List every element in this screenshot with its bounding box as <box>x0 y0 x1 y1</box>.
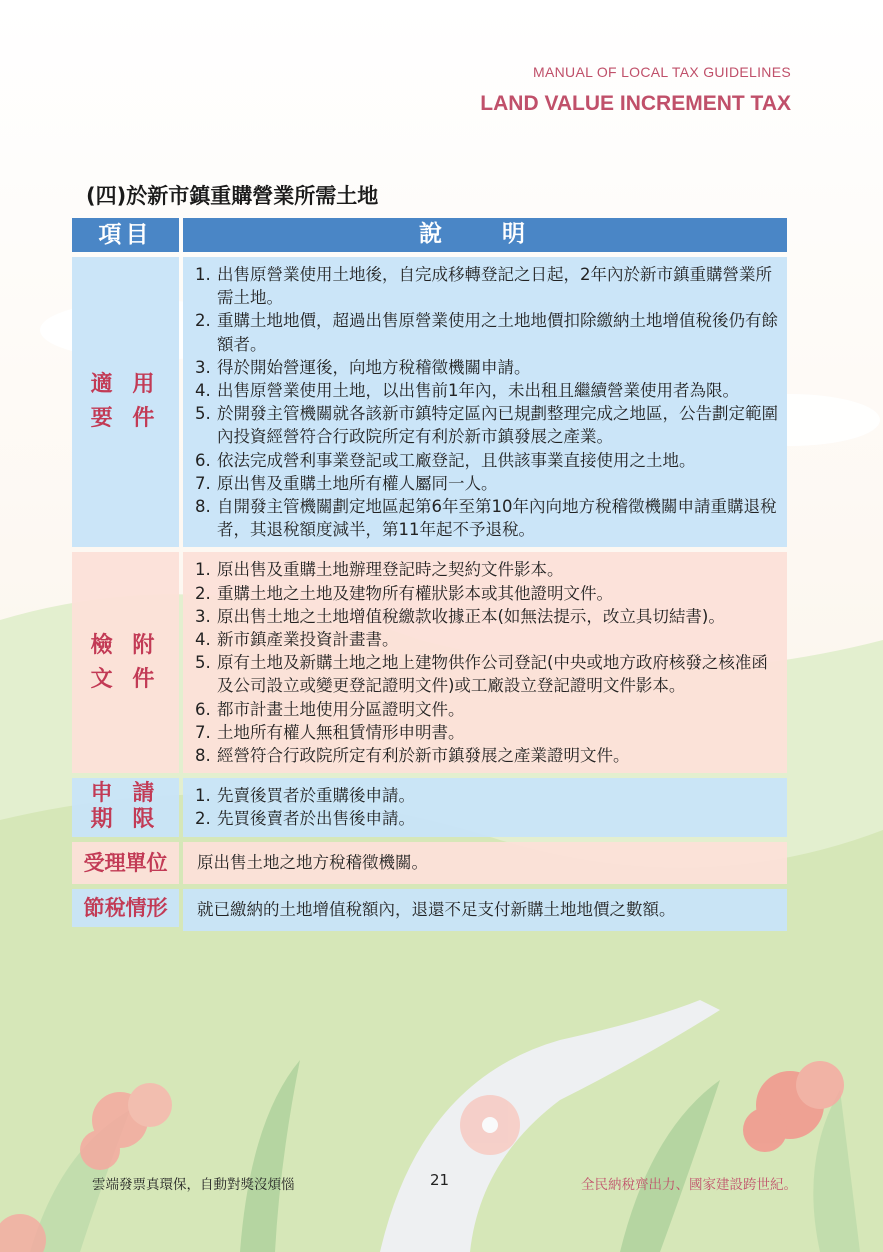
list-item: 7. 土地所有權人無租賃情形申明書。 <box>195 722 465 742</box>
documents-list <box>195 558 779 767</box>
row-content-office: 原出售土地之地方稅稽徵機關。 <box>183 842 787 884</box>
table-row-deadline <box>72 778 787 836</box>
row-content-tax-saving: 就已繳納的土地增值稅額內，退還不足支付新購土地地價之數額。 <box>183 889 787 931</box>
list-item: 2. 重購土地之土地及建物所有權狀影本或其他證明文件。 <box>195 583 613 603</box>
row-label-tax-saving: 節稅情形 <box>72 889 179 927</box>
list-item: 3. 原出售土地之土地增值稅繳款收據正本(如無法提示，改立具切結書)。 <box>195 606 725 626</box>
footer-slogan-right: 全民納稅齊出力、國家建設跨世紀。 <box>581 1177 797 1193</box>
list-item: 1. 原出售及重購土地辦理登記時之契約文件影本。 <box>195 560 564 580</box>
list-item: 3. 得於開始營運後，向地方稅稽徵機關申請。 <box>195 357 531 377</box>
guideline-table <box>72 218 787 936</box>
column-header-item: 項目 <box>72 218 179 252</box>
list-item: 2. 重購土地地價，超過出售原營業使用之土地地價扣除繳納土地增值稅後仍有餘額者。 <box>195 311 778 354</box>
list-item: 1. 先賣後買者於重購後申請。 <box>195 786 415 806</box>
row-content-deadline <box>183 778 787 836</box>
footer-slogan-left: 雲端發票真環保，自動對獎沒煩惱 <box>92 1177 295 1193</box>
manual-title: MANUAL OF LOCAL TAX GUIDELINES <box>533 64 791 80</box>
table-header-row <box>72 218 787 252</box>
list-item: 4. 出售原營業使用土地，以出售前1年內，未出租且繼續營業使用者為限。 <box>195 381 739 401</box>
row-content-documents <box>183 552 787 773</box>
list-item: 2. 先買後賣者於出售後申請。 <box>195 809 415 829</box>
list-item: 8. 經營符合行政院所定有利於新市鎮發展之產業證明文件。 <box>195 746 630 766</box>
list-item: 8. 自開發主管機關劃定地區起第6年至第10年內向地方稅稽徵機關申請重購退稅者，其退稅額度減半，第11年起不予退稅。 <box>195 497 777 540</box>
row-content-requirements <box>183 257 787 547</box>
row-label-requirements: 適 用 要 件 <box>72 257 179 547</box>
table-row-tax-saving <box>72 889 787 931</box>
table-row-documents <box>72 552 787 773</box>
page-number: 21 <box>430 1171 450 1189</box>
row-label-office: 受理單位 <box>72 842 179 884</box>
list-item: 5. 原有土地及新購土地之地上建物供作公司登記(中央或地方政府核發之核准函及公司設立或變更登記證明文件)或工廠設立登記證明文件影本。 <box>195 653 768 696</box>
flower-icon <box>460 1095 520 1155</box>
list-item: 4. 新市鎮產業投資計畫書。 <box>195 630 399 650</box>
section-title: (四)於新市鎮重購營業所需土地 <box>86 184 379 208</box>
list-item: 6. 依法完成營利事業登記或工廠登記，且供該事業直接使用之土地。 <box>195 450 696 470</box>
list-item: 6. 都市計畫土地使用分區證明文件。 <box>195 699 465 719</box>
table-row-requirements <box>72 257 787 547</box>
requirements-list <box>195 263 779 541</box>
tax-title: LAND VALUE INCREMENT TAX <box>480 92 791 115</box>
list-item: 7. 原出售及重購土地所有權人屬同一人。 <box>195 473 498 493</box>
row-label-documents: 檢 附 文 件 <box>72 552 179 773</box>
table-row-office <box>72 842 787 884</box>
column-header-description: 說 明 <box>183 218 787 252</box>
list-item: 5. 於開發主管機關就各該新市鎮特定區內已規劃整理完成之地區，公告劃定範圍內投資經營符合行政院所定有利於新市鎮發展之產業。 <box>195 404 778 447</box>
row-label-deadline: 申 請 期 限 <box>72 778 179 836</box>
list-item: 1. 出售原營業使用土地後，自完成移轉登記之日起，2年內於新市鎮重購營業所需土地。 <box>195 265 772 308</box>
deadline-list <box>195 784 779 830</box>
